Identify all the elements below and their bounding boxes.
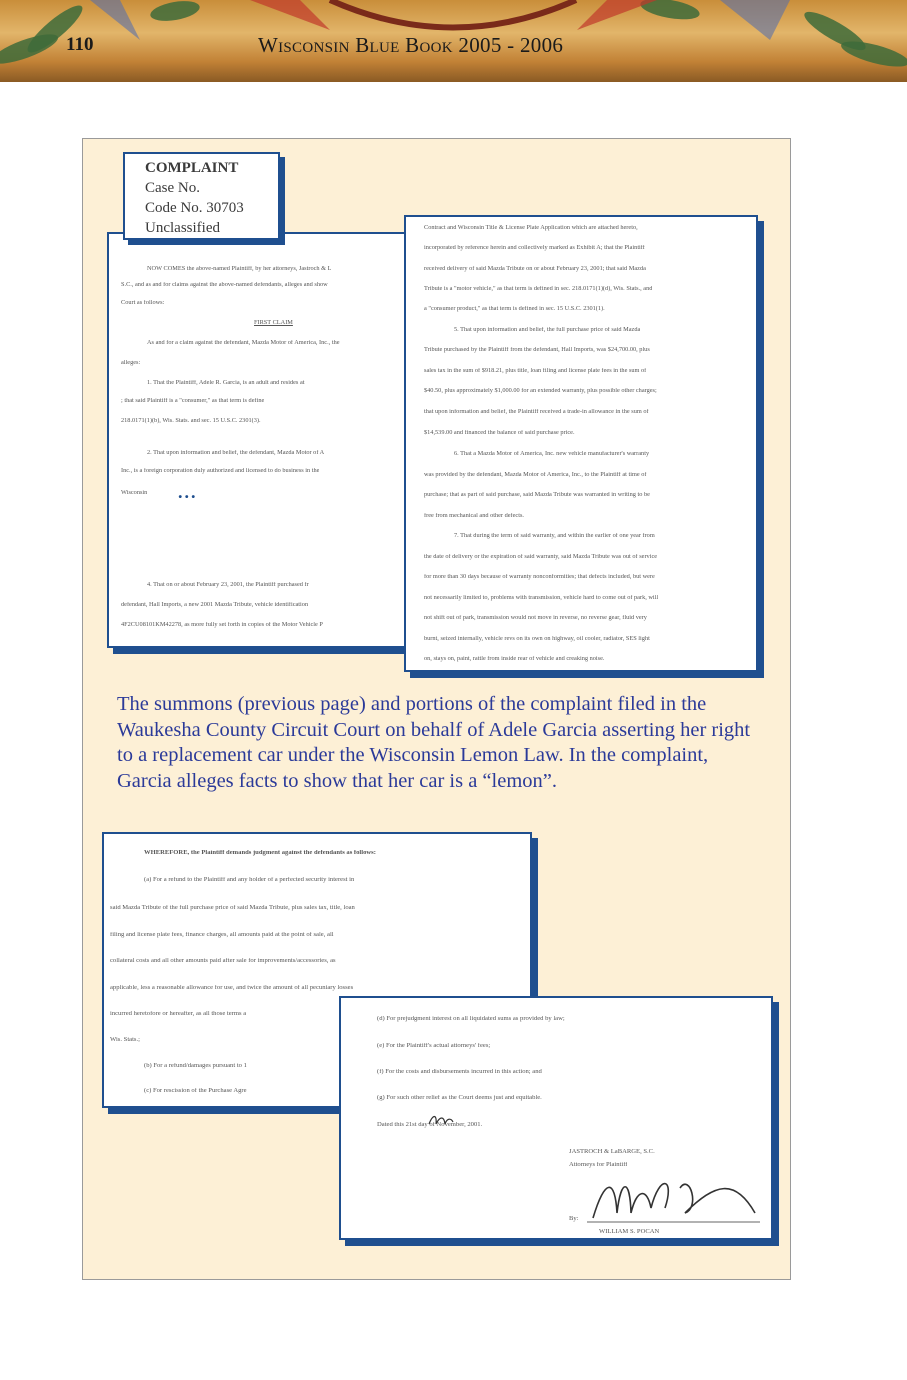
doc-line: applicable, less a reasonable allowance for use, and twice the amount of all pecuniary losses: [110, 985, 354, 991]
doc-line: defendant, Hall Imports, a new 2001 Mazda Tribute, vehicle identification: [121, 602, 309, 608]
book-title: Wisconsin Blue Book 2005 - 2006: [258, 33, 564, 57]
doc-line: sales tax in the sum of $918.21, plus title, loan filing and license plate fees in the sum of: [424, 368, 647, 374]
doc-line: said Mazda Tribute of the full purchase price of said Mazda Tribute, plus sales tax, title, loan: [110, 905, 355, 911]
doc-line: for more than 30 days because of warranty nonconformities; that defects included, but were: [424, 574, 655, 580]
doc-line: Inc., is a foreign corporation duly authorized and licensed to do business in the: [121, 468, 320, 474]
case-number: Case No.: [145, 180, 200, 196]
handwritten-signature-icon: [585, 1168, 765, 1228]
firm-role: Attorneys for Plaintiff: [569, 1162, 628, 1168]
doc-line: filing and license plate fees, finance charges, all amounts paid at the point of sale, all: [110, 932, 334, 938]
doc-line: received delivery of said Mazda Tribute on or about February 23, 2001; that said Mazda: [424, 266, 646, 272]
doc-line: 1. That the Plaintiff, Adele R. Garcia, is an adult and resides at: [147, 380, 305, 386]
doc-line: Tribute purchased by the Plaintiff from the defendant, Hall Imports, was $24,700.00, plus: [424, 347, 650, 353]
doc-line: on, stays on, paint, rattle from inside rear of vehicle and creaking noise.: [424, 656, 605, 662]
complaint-page-left: [107, 232, 437, 648]
doc-line: collateral costs and all other amounts paid after sale for improvements/accessories, as: [110, 958, 336, 964]
doc-line: 5. That upon information and belief, the full purchase price of said Mazda: [454, 327, 641, 333]
header-banner: [0, 0, 907, 82]
doc-line: Wisconsin: [121, 490, 148, 496]
doc-line: ; that said Plaintiff is a "consumer," as that term is define: [121, 398, 265, 404]
doc-line: (e) For the Plaintiff's actual attorneys' fees;: [377, 1043, 491, 1049]
classification: Unclassified: [145, 220, 220, 236]
doc-line: 4F2CU08101KM42278, as more fully set forth in copies of the Motor Vehicle P: [121, 622, 323, 628]
doc-line: (d) For prejudgment interest on all liquidated sums as provided by law;: [377, 1016, 565, 1022]
doc-line: Tribute is a "motor vehicle," as that term is defined in sec. 218.0171(1)(d), Wis. Stats., and: [424, 286, 653, 292]
doc-line: 6. That a Mazda Motor of America, Inc. new vehicle manufacturer's warranty: [454, 451, 650, 457]
doc-line: a "consumer product," as that term is defined in sec. 15 U.S.C. 2301(1).: [424, 306, 605, 312]
doc-line: not shift out of park, transmission would not move in reverse, no reverse gear, fluid very: [424, 615, 647, 621]
doc-line: 2. That upon information and belief, the defendant, Mazda Motor of A: [147, 450, 325, 456]
doc-line: the date of delivery or the expiration of said warranty, said Mazda Tribute was out of service: [424, 554, 658, 560]
omission-ellipsis: ...: [178, 482, 198, 502]
law-firm-name: JASTROCH & LaBARGE, S.C.: [569, 1149, 655, 1155]
doc-line: Wis. Stats.;: [110, 1037, 140, 1043]
page-number: 110: [66, 34, 94, 55]
doc-line: As and for a claim against the defendant, Mazda Motor of America, Inc., the: [147, 340, 340, 346]
doc-line: alleges:: [121, 360, 141, 366]
doc-line: not necessarily limited to, problems with transmission, vehicle hard to come out of park, will: [424, 595, 659, 601]
figure-caption: The summons (previous page) and portions of the complaint filed in the Waukesha County Circuit Court on behalf of Adele Garcia asserting her right to a replacement car under the Wisconsin Lemon Law. In the complaint, Garcia alleges facts to show that her car is a “lemon”.: [117, 693, 751, 792]
doc-line: Contract and Wisconsin Title & License Plate Application which are attached hereto,: [424, 225, 638, 231]
doc-line: 4. That on or about February 23, 2001, the Plaintiff purchased fr: [147, 582, 309, 588]
doc-line: WHEREFORE, the Plaintiff demands judgment against the defendants as follows:: [144, 850, 376, 856]
doc-line: purchase; that as part of said purchase, said Mazda Tribute was warranted in writing to be: [424, 492, 650, 498]
signer-name: WILLIAM S. POCAN: [599, 1229, 660, 1235]
doc-line: was provided by the defendant, Mazda Motor of America, Inc., to the Plaintiff at time of: [424, 472, 647, 478]
handwritten-date-icon: [427, 1112, 455, 1128]
doc-line: (b) For a refund/damages pursuant to 1: [144, 1063, 247, 1069]
doc-line: incurred heretofore or hereafter, as all those terms a: [110, 1011, 247, 1017]
doc-line: $14,539.00 and financed the balance of said purchase price.: [424, 430, 575, 436]
doc-line: 7. That during the term of said warranty, and within the earlier of one year from: [454, 533, 655, 539]
doc-heading: FIRST CLAIM: [254, 320, 293, 326]
doc-line: $40.50, plus approximately $1,000.00 for an extended warranty, plus possible other charges;: [424, 388, 657, 394]
doc-line: burnt, seized internally, vehicle revs on its own on highway, oil cooler, radiator, SES light: [424, 636, 650, 642]
doc-line: (c) For rescission of the Purchase Agre: [144, 1088, 247, 1094]
doc-line: free from mechanical and other defects.: [424, 513, 524, 519]
doc-line: NOW COMES the above-named Plaintiff, by her attorneys, Jastroch & L: [147, 266, 332, 272]
doc-line: Dated this 21st day of November, 2001.: [377, 1122, 483, 1128]
doc-line: that upon information and belief, the Plaintiff received a trade-in allowance in the sum of: [424, 409, 649, 415]
doc-line: S.C., and as and for claims against the above-named defendants, alleges and show: [121, 282, 328, 288]
complaint-page-bottom-right: [339, 996, 773, 1240]
complaint-title: COMPLAINT: [145, 160, 239, 176]
doc-line: Court as follows:: [121, 300, 165, 306]
doc-line: 218.0171(1)(b), Wis. Stats. and sec. 15 U.S.C. 2301(3).: [121, 418, 261, 424]
signature-by-label: By:: [569, 1216, 579, 1222]
doc-line: (g) For such other relief as the Court deems just and equitable.: [377, 1095, 542, 1101]
code-number: Code No. 30703: [145, 200, 244, 216]
doc-line: (a) For a refund to the Plaintiff and any holder of a perfected security interest in: [144, 877, 355, 883]
doc-line: incorporated by reference herein and collectively marked as Exhibit A; that the Plaintiff: [424, 245, 645, 251]
doc-line: (f) For the costs and disbursements incurred in this action; and: [377, 1069, 542, 1075]
complaint-label: [123, 152, 280, 240]
complaint-page-right: [404, 215, 758, 672]
